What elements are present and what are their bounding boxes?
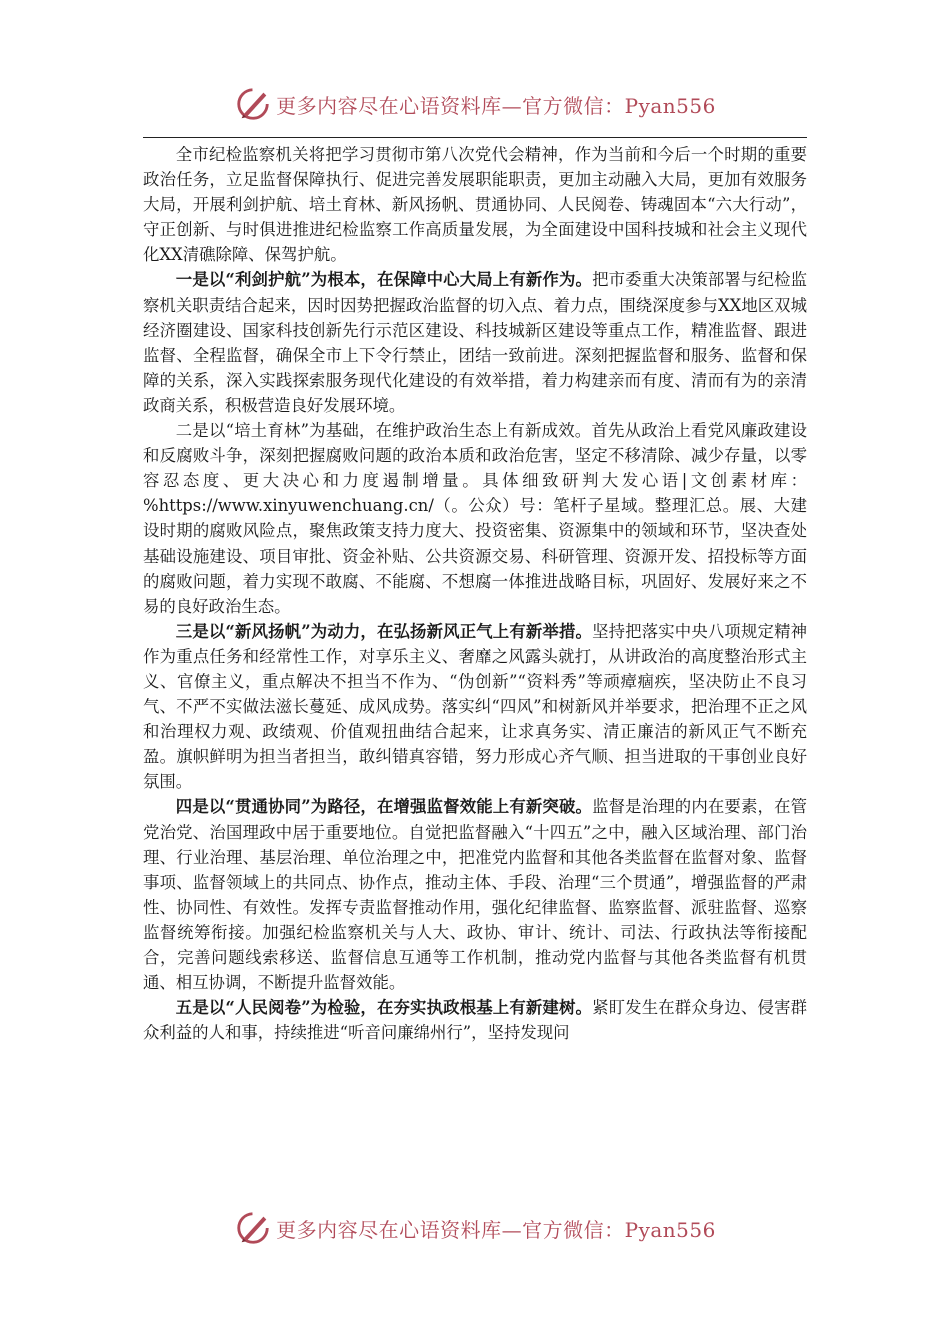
paragraph-lead: 四是以“贯通协同”为路径，在增强监督效能上有新突破。 — [175, 797, 593, 817]
footer-banner — [0, 1208, 950, 1248]
header-rule — [143, 137, 807, 138]
paragraph-lead: 五是以“人民阅卷”为检验，在夯实执政根基上有新建树。 — [175, 998, 593, 1018]
paragraph-5: 五是以“人民阅卷”为检验，在夯实执政根基上有新建树。紧盯发生在群众身边、侵害群众利益的人和事，持续推进“听音问廉绵州行”，坚持发现问 — [143, 998, 808, 1043]
paragraph-2: 二是以“培土育林”为基础，在维护政治生态上有新成效。首先从政治上看党风廉政建设和反腐败斗争，深刻把握腐败问题的政治本质和政治危害，坚定不移清除、减少存量，以零容忍态度、更大决心和力度遏制增量。具体细致研判大发心语|文创素材库：%https://www.xinyuwenchuang.cn/（。公众）号：笔杆子星域。整理汇总。展、大建设时期的腐败风险点，聚焦政策支持力度大、投资密集、资源集中的领域和环节，坚决查处基础设施建设、项目审批、资金补贴、公共资源交易、科研管理、资源开发、招投标等方面的腐败问题，着力实现不敢腐、不能腐、不想腐一体推进战略目标，巩固好、发展好来之不易的良好政治生态。 — [143, 421, 807, 616]
paragraph-4: 四是以“贯通协同”为路径，在增强监督效能上有新突破。监督是治理的内在要素，在管党治党、治国理政中居于重要地位。自觉把监督融入“十四五”之中，融入区域治理、部门治理、行业治理、基层治理、单位治理之中，把准党内监督和其他各类监督在监督对象、监督事项、监督领域上的共同点、协作点，推动主体、手段、治理“三个贯通”，增强监督的严肃性、协同性、有效性。发挥专责监督推动作用，强化纪律监督、监察监督、派驻监督、巡察监督统筹衔接。加强纪检监察机关与人大、政协、审计、统计、司法、行政执法等衔接配合，完善问题线索移送、监督信息互通等工作机制，推动党内监督与其他各类监督有机贯通、相互协调，不断提升监督效能。 — [143, 797, 808, 993]
banner-text: 更多内容尽在心语资料库—官方微信：Pyan556 — [276, 93, 716, 118]
pen-logo-icon — [234, 85, 272, 123]
paragraph-intro: 全市纪检监察机关将把学习贯彻市第八次党代会精神，作为当前和今后一个时期的重要政治任务，立足监督保障执行、促进完善发展职能职责，更加主动融入大局，更加有效服务大局，开展利剑护航、培土育林、新风扬帆、贯通协同、人民阅卷、铸魂固本“六大行动”，守正创新、与时俱进推进纪检监察工作高质量发展，为全面建设中国科技城和社会主义现代化XX清礁除障、保驾护航。 — [143, 145, 807, 265]
paragraph-3: 三是以“新风扬帆”为动力，在弘扬新风正气上有新举措。坚持把落实中央八项规定精神作为重点任务和经常性工作，对享乐主义、奢靡之风露头就打，从讲政治的高度整治形式主义、官僚主义，重点解决不担当不作为、“伪创新”“资料秀”等顽瘴痼疾，坚决防止不良习气、不严不实做法滋长蔓延、成风成势。落实纠“四风”和树新风并举要求，把治理不正之风和治理权力观、政绩观、价值观扭曲结合起来，让求真务实、清正廉洁的新风正气不断充盈。旗帜鲜明为担当者担当，敢纠错真容错，努力形成心齐气顺、担当进取的干事创业良好氛围。 — [143, 621, 808, 792]
document-body — [143, 142, 807, 1045]
header-banner — [0, 84, 950, 124]
pen-logo-icon — [234, 1209, 272, 1247]
paragraph-1: 一是以“利剑护航”为根本，在保障中心大局上有新作为。把市委重大决策部署与纪检监察机关职责结合起来，因时因势把握政治监督的切入点、着力点，围绕深度参与XX地区双城经济圈建设、国家科技创新先行示范区建设、科技城新区建设等重点工作，精准监督、跟进监督、全程监督，确保全市上下令行禁止，团结一致前进。深刻把握监督和服务、监督和保障的关系，深入实践探索服务现代化建设的有效举措，着力构建亲而有度、清而有为的亲清政商关系，积极营造良好发展环境。 — [143, 270, 808, 415]
paragraph-lead: 三是以“新风扬帆”为动力，在弘扬新风正气上有新举措。 — [175, 621, 593, 641]
banner-text: 更多内容尽在心语资料库—官方微信：Pyan556 — [276, 1217, 716, 1242]
paragraph-lead: 一是以“利剑护航”为根本，在保障中心大局上有新作为。 — [175, 270, 593, 290]
